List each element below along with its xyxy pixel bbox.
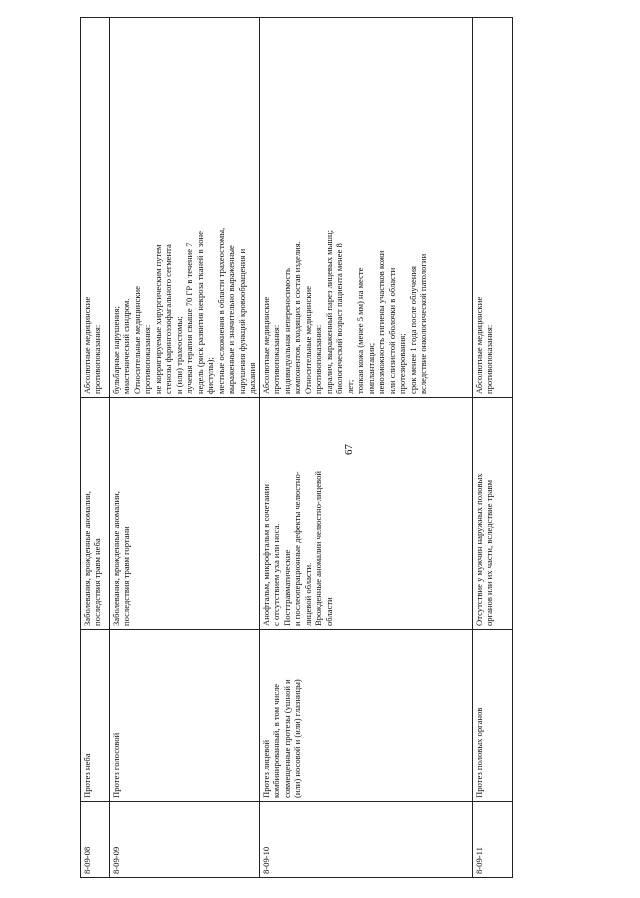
name-text: Протез голосовой [111,732,121,798]
cell-name [472,630,512,802]
contra-line: имплантации; [365,342,376,394]
table-row [110,18,260,878]
cell-indications [472,398,512,630]
cell-name [259,630,472,802]
code-text: 8-09-08 [82,846,92,874]
indication-line: Посттравматические [281,549,292,626]
contra-line: паралич, выраженный парез лицевых мышц; [323,230,334,394]
contra-line: местные осложнения в области трахеостомы, [215,227,226,394]
contra-line: стенозы фарингоэзофагального сегмента [163,244,174,394]
contra-line: Абсолютные медицинские [473,296,484,394]
cell-name [81,630,110,802]
cell-contraindications [259,18,472,398]
table-row [81,18,110,878]
cell-code [472,802,512,878]
contra-line: тонкая кожа (менее 5 мм) на месте [355,267,366,394]
name-line: (или) носовой и (или) глазницы) [292,679,303,798]
indication-line: Отсутствие у мужчин наружных половых [473,473,484,626]
contra-line: биологический возраст пациента менее 8 [334,243,345,394]
orthotics-table [80,17,513,878]
contra-line: выраженные и значительно выраженные [226,245,237,394]
table-row [472,18,512,878]
contra-line: фистулы); [205,357,216,394]
contra-line: не корригируемые хирургическим путем [152,244,163,394]
cell-indications [110,398,260,630]
rotated-table-wrapper [80,18,555,878]
contra-line: лет; [344,379,355,394]
cell-code [259,802,472,878]
cell-name [110,630,260,802]
cell-code [110,802,260,878]
contra-line: Относительные медицинские [302,286,313,394]
indication-line: органов или их части, вследствие травм [484,479,495,626]
name-line: Протез лицевой [260,739,271,798]
contra-line: бульбарные нарушения; [111,306,121,394]
table-row [259,18,472,878]
contra-line: противопоказания: [271,324,282,394]
indication-line: и послеоперационные дефекты челюстно- [292,471,303,626]
name-text: Протез половых органов [473,707,484,798]
contra-line: и (или) трахеостомы; [173,316,184,394]
contra-line: дыхания [247,362,258,394]
cell-indications [81,398,110,630]
name-line: совмещенные протезы (ушной и [281,679,292,798]
code-text: 8-09-10 [260,846,271,874]
contra-line: или слизистой оболочки в области [386,267,397,394]
name-text: Протез неба [82,753,92,798]
contra-line: противопоказания: [92,324,103,394]
indication-line: Заболевания, врожденные аномалии, [111,491,121,626]
indication-line: последствия травм гортани [121,526,132,626]
contra-line: противопоказания: [313,324,324,394]
contra-line: протезирования; [397,333,408,394]
contra-line: Абсолютные медицинские [82,296,92,394]
name-line: комбинированный, в том числе [271,683,282,798]
contra-line: вследствие онкологической патологии [418,253,429,394]
contra-line: индивидуальная непереносимость [281,268,292,394]
indication-line: последствия травм неба [92,538,103,626]
contra-line: компонентов, входящих в состав изделия. [292,241,303,394]
contra-line: противопоказания: [142,324,153,394]
indication-line: Врожденные аномалии челюстно-лицевой [313,471,324,626]
cell-contraindications [472,18,512,398]
cell-code [81,802,110,878]
code-text: 8-09-09 [111,846,121,874]
contra-line: Абсолютные медицинские [260,296,271,394]
indication-line: лицевой области. [302,562,313,626]
contra-line: миастенический синдром. [121,298,132,394]
indication-line: Заболевания, врожденные аномалии, [82,491,92,626]
page-number: 67 [343,444,355,455]
contra-line: противопоказания: [484,324,495,394]
indication-line: области [323,597,334,626]
contra-line: недель (риск развития некроза тканей в зоне [194,231,205,394]
contra-line: нарушения функций кровообращения и [236,248,247,394]
contra-line: невозможность гигиены участков кожи [376,250,387,394]
cell-indications [259,398,472,630]
cell-contraindications [81,18,110,398]
indication-line: с отсутствием уха или носа. [271,523,282,626]
indication-line: Анофтальм, микрофтальм в сочетании [260,484,271,626]
contra-line: срок менее 1 года после облучения [407,265,418,394]
contra-line: Относительные медицинские [131,286,142,394]
contra-line: лучевая терапия свыше 70 ГР в течение 7 [184,242,195,394]
code-text: 8-09-11 [473,847,484,874]
cell-contraindications [110,18,260,398]
